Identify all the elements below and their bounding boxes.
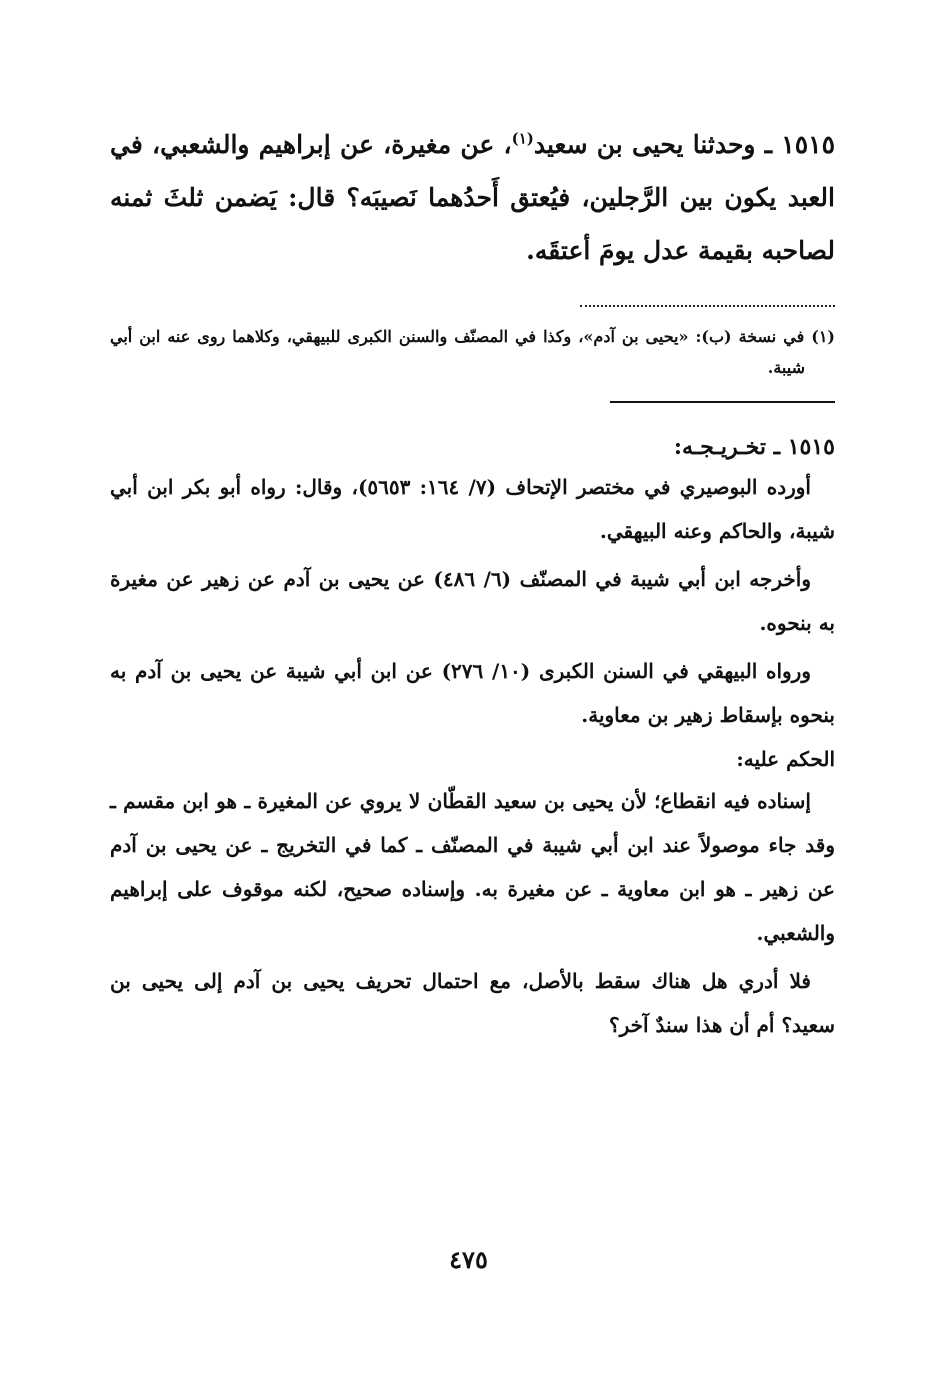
hadith-text-end: ، عن مغيرة، عن إبراهيم والشعبي، في العبد يكون بين الرَّجلين، فيُعتق أَحدُهما نَصيبَه؟ قال: يَضمن ثلثَ ثمنه لصاحبه بقيمة عدل يومَ أعتقَه. <box>110 130 835 265</box>
hadith-text <box>110 118 835 277</box>
hadith-text-start: ١٥١٥ ـ وحدثنا يحيى بن سعيد <box>533 130 835 159</box>
section-divider <box>610 401 835 403</box>
hukm-paragraph: إسناده فيه انقطاع؛ لأن يحيى بن سعيد القطّان لا يروي عن المغيرة ـ هو ابن مقسم ـ وقد جاء موصولاً عند ابن أبي شيبة في المصنّف ـ كما في التخريج ـ عن يحيى بن آدم عن زهير ـ هو ابن معاوية ـ عن مغيرة به. وإسناده صحيح، لكنه موقوف على إبراهيم والشعبي. <box>110 789 835 945</box>
footnote-reference: (١) <box>511 129 534 148</box>
page-number: ٤٧٥ <box>449 1245 488 1274</box>
takhrij-paragraph: ورواه البيهقي في السنن الكبرى (١٠/ ٢٧٦) عن ابن أبي شيبة عن يحيى بن آدم به بنحوه بإسقاط زهير بن معاوية. <box>110 659 835 727</box>
takhrij-heading: ١٥١٥ ـ تخـريـجـه: <box>673 434 835 460</box>
footnote-separator <box>580 295 835 307</box>
takhrij-paragraph: وأخرجه ابن أبي شيبة في المصنّف (٦/ ٤٨٦) عن يحيى بن آدم عن زهير عن مغيرة به بنحوه. <box>110 567 835 635</box>
hukm-heading: الحكم عليه: <box>736 747 835 771</box>
takhrij-paragraph: أورده البوصيري في مختصر الإتحاف (٧/ ١٦٤: ٥٦٥٣)، وقال: رواه أبو بكر ابن أبي شيبة، والحاكم وعنه البيهقي. <box>110 475 835 543</box>
footnote: (١) في نسخة (ب): «يحيى بن آدم»، وكذا في المصنّف والسنن الكبرى للبيهقي، وكلاهما روى عنه ابن أبي شيبة. <box>110 327 835 377</box>
hukm-paragraph: فلا أدري هل هناك سقط بالأصل، مع احتمال تحريف يحيى بن آدم إلى يحيى بن سعيد؟ أم أن هذا سندٌ آخر؟ <box>110 969 835 1037</box>
page-content <box>110 118 835 1047</box>
